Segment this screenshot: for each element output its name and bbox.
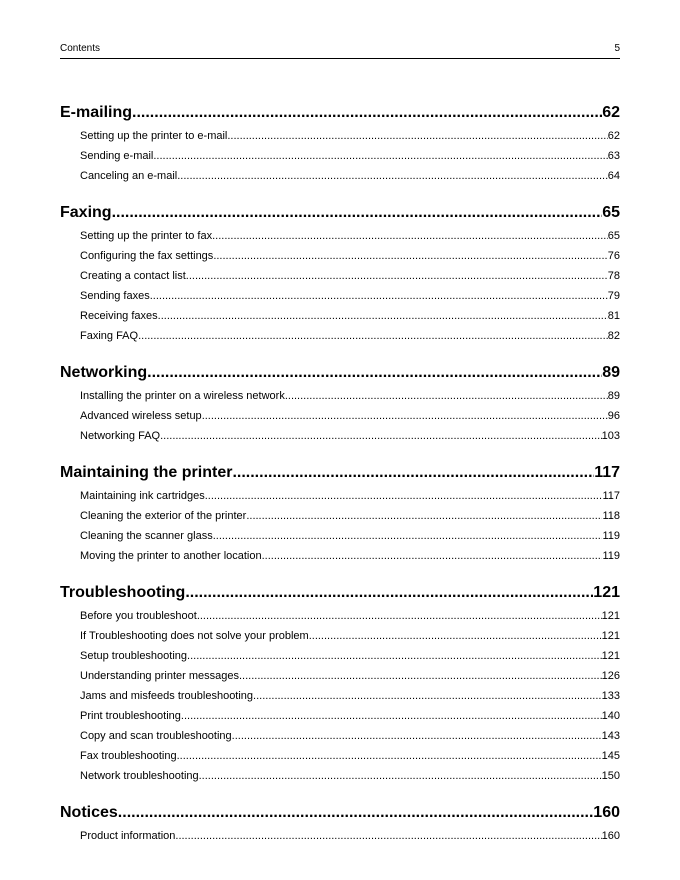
entry-page-number: 63 [607, 150, 620, 162]
entry-label: Faxing FAQ [80, 330, 139, 342]
toc-entry-link[interactable] [60, 266, 620, 286]
entry-label: Sending faxes [80, 290, 150, 302]
entry-page-number: 81 [607, 310, 620, 322]
dot-leader [239, 666, 602, 686]
entry-page-number: 76 [607, 250, 620, 262]
section-title: Faxing [60, 204, 112, 221]
entry-page-number: 65 [607, 230, 620, 242]
entry-label: Print troubleshooting [80, 710, 181, 722]
entry-page-number: 143 [601, 730, 620, 742]
dot-leader [160, 426, 602, 446]
entry-label: Maintaining ink cartridges [80, 490, 205, 502]
entry-label: Cleaning the scanner glass [80, 530, 213, 542]
entry-label: Network troubleshooting [80, 770, 199, 782]
toc-entry-link[interactable] [60, 426, 620, 446]
dot-leader [213, 526, 603, 546]
entry-page-number: 118 [602, 510, 620, 522]
dot-leader [177, 746, 602, 766]
entry-label: Before you troubleshoot [80, 610, 197, 622]
toc-section-title-link[interactable] [60, 200, 620, 226]
section-page-number: 160 [593, 804, 620, 821]
dot-leader [118, 800, 594, 826]
toc-entry-link[interactable] [60, 526, 620, 546]
entry-label: Setting up the printer to e-mail [80, 130, 228, 142]
entry-label: Copy and scan troubleshooting [80, 730, 232, 742]
entry-label: Cleaning the exterior of the printer [80, 510, 247, 522]
entry-page-number: 117 [602, 490, 620, 502]
section-spacer [60, 186, 620, 200]
table-of-contents [60, 100, 620, 846]
toc-section-title-link[interactable] [60, 460, 620, 486]
section-page-number: 65 [602, 204, 620, 221]
toc-entry-link[interactable] [60, 126, 620, 146]
section-page-number: 117 [594, 464, 620, 481]
toc-entry-link[interactable] [60, 146, 620, 166]
toc-section-title-link[interactable] [60, 580, 620, 606]
entry-page-number: 96 [607, 410, 620, 422]
dot-leader [262, 546, 603, 566]
entry-label: Product information [80, 830, 176, 842]
toc-section [60, 786, 620, 846]
toc-entry-link[interactable] [60, 706, 620, 726]
page-header [60, 42, 620, 59]
section-page-number: 89 [602, 364, 620, 381]
dot-leader [246, 506, 602, 526]
toc-entry-link[interactable] [60, 326, 620, 346]
section-spacer [60, 566, 620, 580]
section-title: Maintaining the printer [60, 464, 233, 481]
toc-section [60, 186, 620, 346]
toc-entry-link[interactable] [60, 306, 620, 326]
toc-entry-link[interactable] [60, 226, 620, 246]
toc-section-title-link[interactable] [60, 800, 620, 826]
dot-leader [147, 360, 602, 386]
dot-leader [150, 286, 608, 306]
toc-entry-link[interactable] [60, 406, 620, 426]
entry-label: Configuring the fax settings [80, 250, 214, 262]
toc-entry-link[interactable] [60, 546, 620, 566]
header-section-label: Contents [60, 43, 101, 54]
toc-entry-link[interactable] [60, 646, 620, 666]
entry-label: Advanced wireless setup [80, 410, 202, 422]
toc-entry-link[interactable] [60, 606, 620, 626]
entry-page-number: 82 [607, 330, 620, 342]
entry-page-number: 119 [602, 530, 620, 542]
dot-leader [227, 126, 607, 146]
dot-leader [285, 386, 608, 406]
toc-entry-link[interactable] [60, 286, 620, 306]
entry-page-number: 78 [607, 270, 620, 282]
entry-label: Installing the printer on a wireless network [80, 390, 285, 402]
dot-leader [232, 726, 602, 746]
entry-page-number: 62 [607, 130, 620, 142]
dot-leader [309, 626, 602, 646]
toc-entry-link[interactable] [60, 766, 620, 786]
toc-entry-link[interactable] [60, 746, 620, 766]
dot-leader [132, 100, 602, 126]
entry-label: Networking FAQ [80, 430, 161, 442]
section-title: Notices [60, 804, 118, 821]
entry-label: Setting up the printer to fax [80, 230, 213, 242]
dot-leader [185, 580, 593, 606]
entry-page-number: 150 [601, 770, 620, 782]
toc-section-title-link[interactable] [60, 100, 620, 126]
dot-leader [175, 826, 601, 846]
toc-section [60, 566, 620, 786]
entry-page-number: 79 [607, 290, 620, 302]
dot-leader [199, 766, 602, 786]
entry-page-number: 140 [601, 710, 620, 722]
section-spacer [60, 786, 620, 800]
toc-section-title-link[interactable] [60, 360, 620, 386]
entry-label: If Troubleshooting does not solve your problem [80, 630, 309, 642]
header-page-number: 5 [614, 43, 620, 54]
toc-entry-link[interactable] [60, 626, 620, 646]
toc-entry-link[interactable] [60, 506, 620, 526]
dot-leader [212, 226, 608, 246]
entry-page-number: 121 [601, 630, 620, 642]
section-spacer [60, 346, 620, 360]
toc-entry-link[interactable] [60, 686, 620, 706]
toc-entry-link[interactable] [60, 386, 620, 406]
dot-leader [202, 406, 608, 426]
toc-entry-link[interactable] [60, 486, 620, 506]
dot-leader [232, 460, 594, 486]
entry-label: Creating a contact list [80, 270, 186, 282]
toc-entry-link[interactable] [60, 826, 620, 846]
entry-page-number: 145 [601, 750, 620, 762]
entry-page-number: 160 [601, 830, 620, 842]
section-spacer [60, 446, 620, 460]
dot-leader [205, 486, 603, 506]
dot-leader [158, 306, 608, 326]
entry-page-number: 89 [607, 390, 620, 402]
toc-entry-link[interactable] [60, 166, 620, 186]
dot-leader [112, 200, 603, 226]
dot-leader [138, 326, 608, 346]
entry-label: Setup troubleshooting [80, 650, 188, 662]
entry-page-number: 119 [602, 550, 620, 562]
entry-page-number: 121 [601, 610, 620, 622]
dot-leader [197, 606, 602, 626]
entry-page-number: 133 [601, 690, 620, 702]
section-title: Troubleshooting [60, 584, 186, 601]
entry-label: Receiving faxes [80, 310, 158, 322]
entry-label: Canceling an e-mail [80, 170, 178, 182]
entry-page-number: 103 [601, 430, 620, 442]
toc-section [60, 446, 620, 566]
toc-section [60, 346, 620, 446]
dot-leader [181, 706, 602, 726]
toc-section [60, 100, 620, 186]
section-page-number: 121 [593, 584, 620, 601]
dot-leader [253, 686, 602, 706]
toc-entry-link[interactable] [60, 666, 620, 686]
dot-leader [153, 146, 607, 166]
entry-label: Sending e-mail [80, 150, 154, 162]
entry-label: Jams and misfeeds troubleshooting [80, 690, 254, 702]
dot-leader [213, 246, 607, 266]
entry-label: Moving the printer to another location [80, 550, 262, 562]
entry-page-number: 64 [607, 170, 620, 182]
dot-leader [186, 266, 608, 286]
section-title: E-mailing [60, 104, 133, 121]
dot-leader [187, 646, 602, 666]
section-title: Networking [60, 364, 148, 381]
dot-leader [177, 166, 608, 186]
toc-entry-link[interactable] [60, 726, 620, 746]
entry-page-number: 126 [601, 670, 620, 682]
entry-label: Fax troubleshooting [80, 750, 177, 762]
toc-entry-link[interactable] [60, 246, 620, 266]
entry-page-number: 121 [601, 650, 620, 662]
entry-label: Understanding printer messages [80, 670, 239, 682]
section-page-number: 62 [602, 104, 620, 121]
